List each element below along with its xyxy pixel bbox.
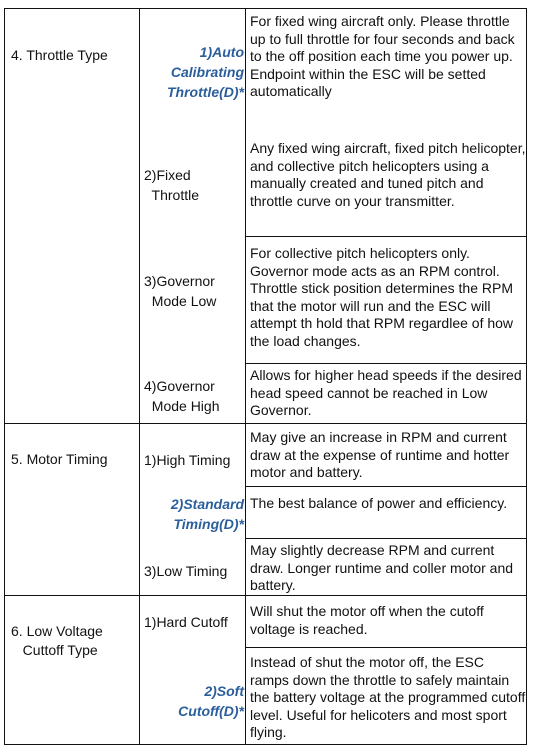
section-title-throttle-type: 4. Throttle Type: [11, 47, 108, 63]
row-divider: [245, 236, 526, 237]
option-description: Instead of shut the motor off, the ESC ramps down the throttle to safely maintain the battery voltage at the programmed cutoff level. Useful for helicoters and most sport flying.: [250, 654, 526, 740]
option-description: For collective pitch helicopters only. Governor mode acts as an RPM control. Throttle stick position determines the RPM that the motor will run and the ESC will attempt th hold that RPM regardlee of how the load changes.: [250, 245, 514, 349]
option-soft-cutoff: 2)Soft Cutoff(D)*: [178, 683, 244, 719]
option-description: May slightly decrease RPM and current draw. Longer runtime and coller motor and battery.: [250, 542, 514, 593]
option-standard-timing: 2)Standard Timing(D)*: [170, 496, 244, 532]
option-description: Will shut the motor off when the cutoff voltage is reached.: [250, 603, 484, 637]
option-governor-mode-high: 4)Governor Mode High: [144, 378, 220, 414]
option-governor-mode-low: 3)Governor Mode Low: [144, 273, 217, 309]
settings-table: [4, 8, 527, 745]
row-divider: [245, 363, 526, 364]
row-divider: [245, 486, 526, 487]
option-low-timing: 3)Low Timing: [144, 563, 228, 579]
option-high-timing: 1)High Timing: [144, 452, 231, 468]
option-description: For fixed wing aircraft only. Please throttle up to full throttle for four seconds and back to the off position each time you power up. Endpoint within the ESC will be setted automatically: [250, 13, 515, 99]
option-description: Allows for higher head speeds if the desired head speed cannot be reached in Low Governor.: [250, 367, 522, 418]
option-description: Any fixed wing aircraft, fixed pitch helicopter, and collective pitch helicopters using a manually created and tuned pitch and throttle curve on your transmitter.: [250, 140, 526, 209]
option-fixed-throttle: 2)Fixed Throttle: [144, 167, 199, 203]
section-title-low-voltage-cutoff: 6. Low Voltage Cuttoff Type: [11, 623, 103, 658]
option-hard-cutoff: 1)Hard Cutoff: [144, 614, 228, 630]
option-description: The best balance of power and efficiency.: [250, 495, 508, 511]
column-divider: [245, 9, 246, 744]
option-description: May give an increase in RPM and current draw at the expense of runtime and hotter motor and battery.: [250, 429, 510, 480]
section-divider: [5, 595, 526, 596]
column-divider: [139, 9, 140, 744]
section-divider: [5, 423, 526, 424]
section-title-motor-timing: 5. Motor Timing: [11, 451, 108, 467]
row-divider: [245, 647, 526, 648]
option-auto-calibrating-throttle: 1)Auto Calibrating Throttle(D)*: [167, 44, 244, 100]
row-divider: [245, 538, 526, 539]
